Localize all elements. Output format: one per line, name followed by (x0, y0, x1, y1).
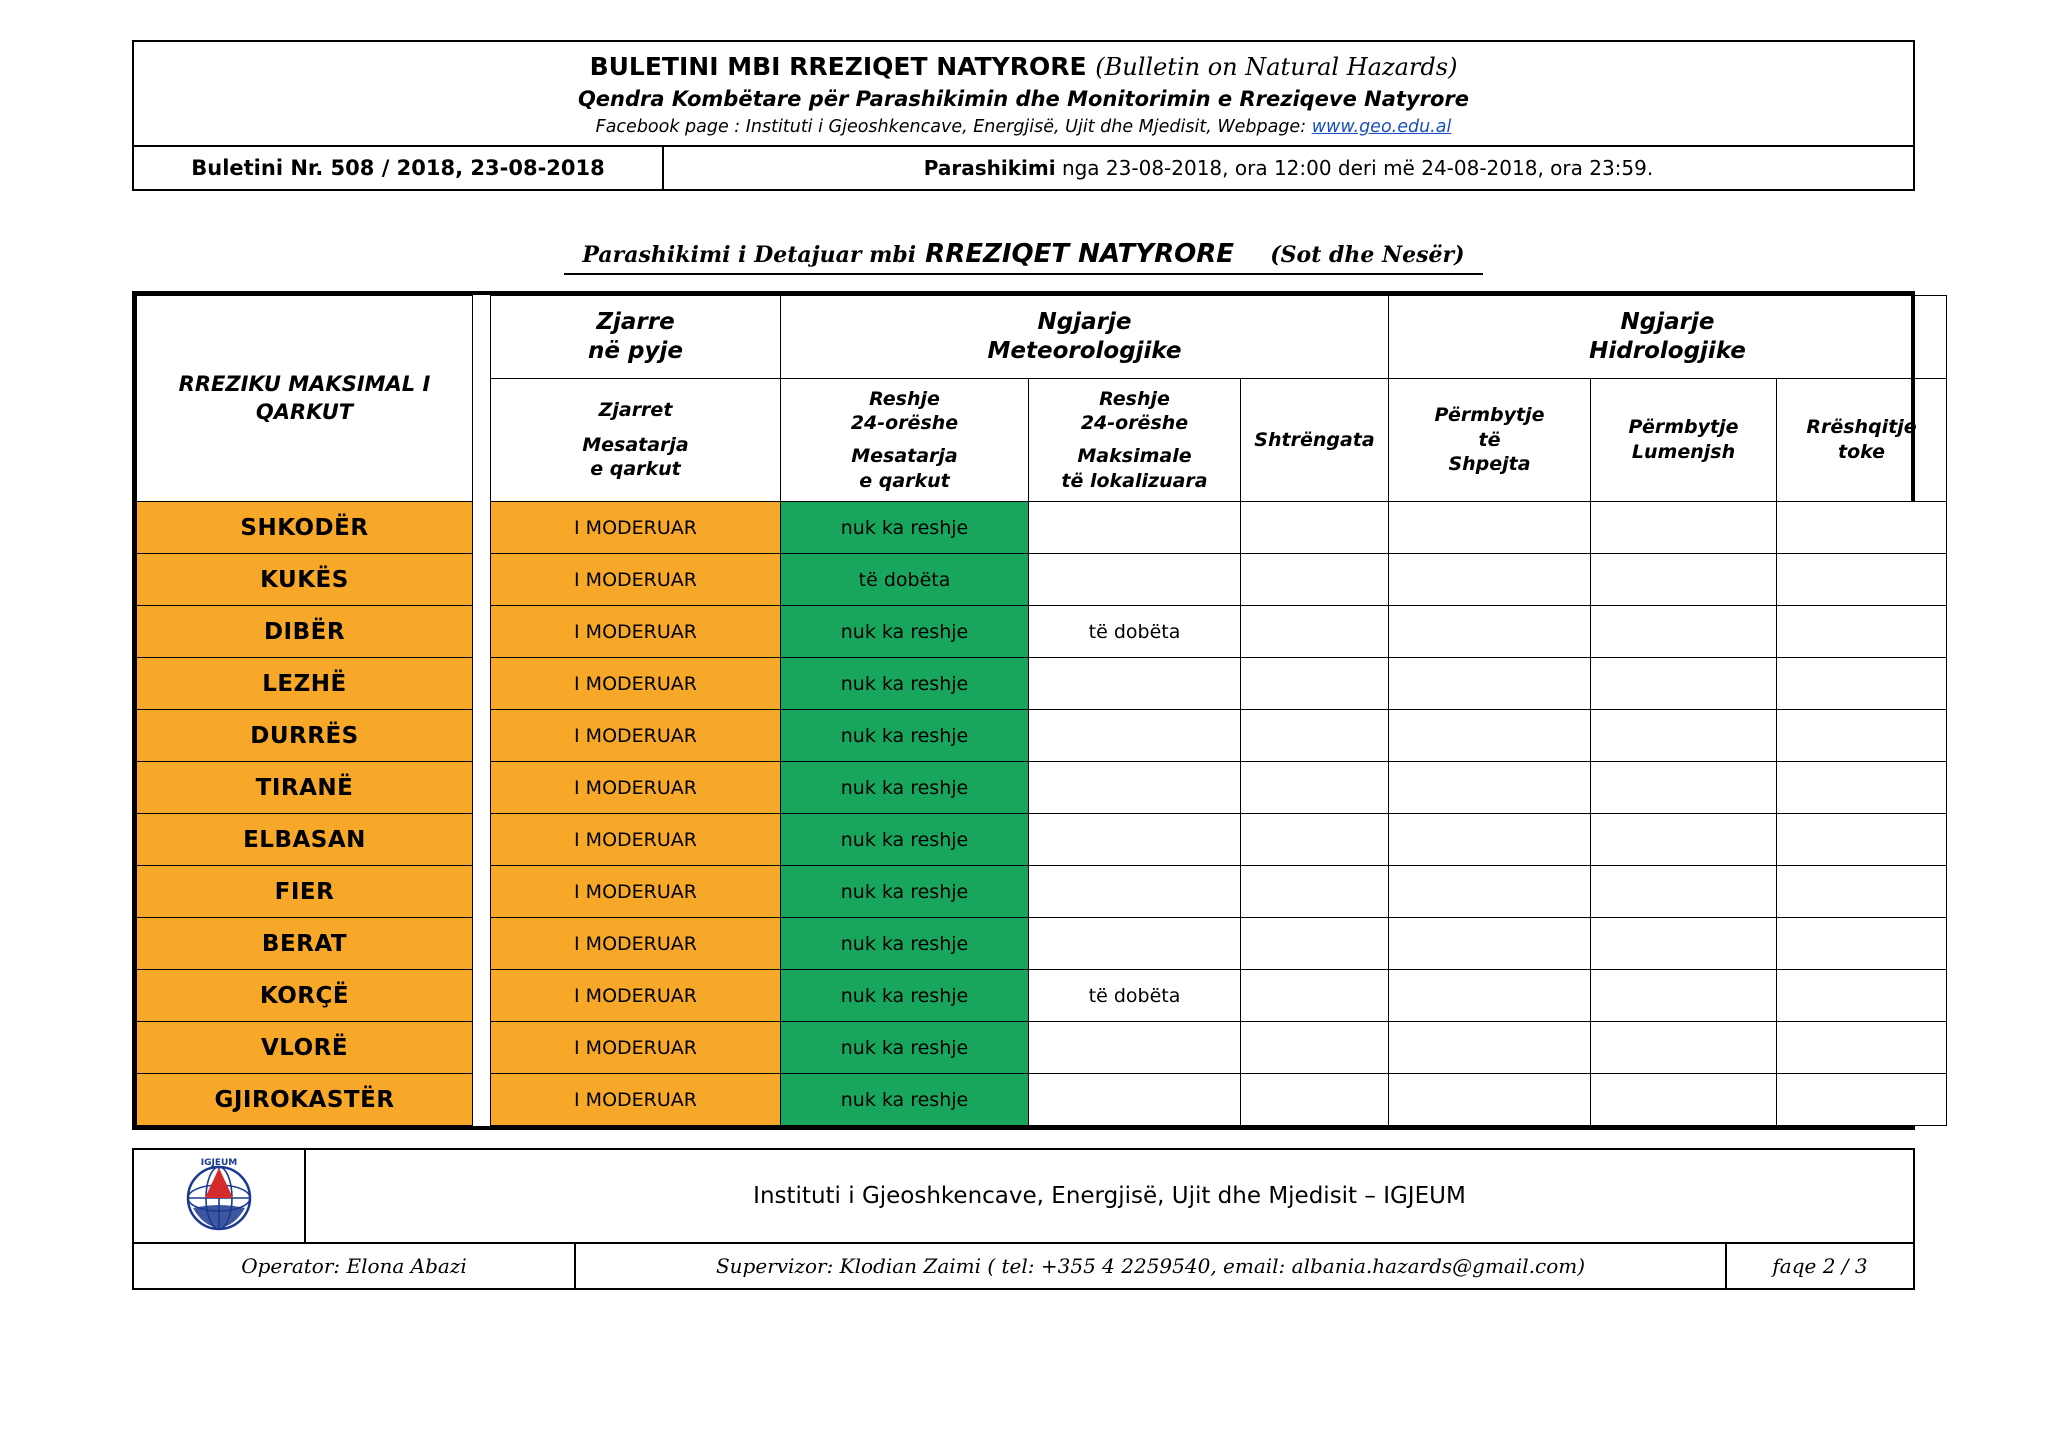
forecast-period (664, 147, 1913, 189)
cell-storm (1241, 1022, 1389, 1074)
header-subtitle: Qendra Kombëtare për Parashikimin dhe Monitorimin e Rreziqeve Natyrore (577, 87, 1470, 111)
header-group-meteo-line2: Meteorologjike (987, 337, 1182, 364)
table-row (137, 1022, 1947, 1074)
cell-rain-max (1029, 554, 1241, 606)
footer-top-row (134, 1150, 1913, 1244)
table-row (137, 658, 1947, 710)
cell-flash-flood (1389, 918, 1591, 970)
cell-rain-average: nuk ka reshje (781, 1074, 1029, 1126)
cell-flash-flood (1389, 1074, 1591, 1126)
cell-storm (1241, 918, 1389, 970)
cell-landslide (1777, 970, 1947, 1022)
cell-landslide (1777, 710, 1947, 762)
igjeum-logo-icon (165, 1156, 273, 1236)
cell-rain-average: nuk ka reshje (781, 918, 1029, 970)
header-facebook-line (142, 117, 1905, 137)
cell-storm (1241, 658, 1389, 710)
cell-rain-max (1029, 658, 1241, 710)
cell-region: KUKËS (137, 554, 473, 606)
header-col-rain-avg-l1: Reshje (869, 387, 940, 410)
cell-region: TIRANË (137, 762, 473, 814)
cell-rain-average: nuk ka reshje (781, 606, 1029, 658)
cell-region: VLORË (137, 1022, 473, 1074)
header-col-rain-max-l2: 24-orëshe (1080, 412, 1189, 435)
cell-fire-risk: I MODERUAR (491, 762, 781, 814)
header-group-hydro-line2: Hidrologjike (1589, 337, 1746, 364)
table-row (137, 970, 1947, 1022)
cell-flash-flood (1389, 554, 1591, 606)
section-title-part2: RREZIQET NATYRORE (925, 239, 1235, 269)
document-header (132, 40, 1915, 147)
cell-gap (473, 502, 491, 554)
cell-rain-average: nuk ka reshje (781, 1022, 1029, 1074)
cell-fire-risk: I MODERUAR (491, 814, 781, 866)
header-col-flash-flood-l1: Përmbytje (1434, 403, 1545, 426)
cell-fire-risk: I MODERUAR (491, 710, 781, 762)
cell-gap (473, 1022, 491, 1074)
cell-gap (473, 918, 491, 970)
cell-gap (473, 762, 491, 814)
cell-fire-risk: I MODERUAR (491, 866, 781, 918)
footer-institute: Instituti i Gjeoshkencave, Energjisë, Ujit dhe Mjedisit – IGJEUM (753, 1183, 1466, 1210)
cell-landslide (1777, 1022, 1947, 1074)
header-col-rain-max (1029, 378, 1241, 502)
cell-flash-flood (1389, 1022, 1591, 1074)
header-title-translation: (Bulletin on Natural Hazards) (1095, 53, 1458, 81)
cell-rain-max (1029, 762, 1241, 814)
section-title-part3: (Sot dhe Nesër) (1270, 242, 1465, 268)
hazard-table-wrapper (132, 291, 1915, 1130)
table-group-header-row (137, 296, 1947, 379)
header-col-rain-avg (781, 378, 1029, 502)
header-group-fires-line2: në pyje (588, 337, 683, 364)
cell-rain-average: nuk ka reshje (781, 970, 1029, 1022)
cell-landslide (1777, 762, 1947, 814)
spacer (1033, 436, 1236, 444)
cell-river-flood (1591, 710, 1777, 762)
header-title-line (142, 52, 1905, 82)
cell-storm (1241, 1074, 1389, 1126)
cell-gap (473, 1074, 491, 1126)
forecast-label: Parashikimi (923, 156, 1056, 180)
cell-fire-risk: I MODERUAR (491, 658, 781, 710)
cell-landslide (1777, 658, 1947, 710)
cell-rain-max (1029, 918, 1241, 970)
cell-flash-flood (1389, 606, 1591, 658)
cell-fire-risk: I MODERUAR (491, 502, 781, 554)
header-col-storm (1241, 378, 1389, 502)
header-col-fires-avg-l3: e qarkut (590, 458, 681, 481)
cell-storm (1241, 606, 1389, 658)
cell-region: SHKODËR (137, 502, 473, 554)
section-title-wrapper (132, 239, 1915, 275)
cell-rain-average: nuk ka reshje (781, 502, 1029, 554)
cell-landslide (1777, 814, 1947, 866)
header-group-meteo (781, 296, 1389, 379)
cell-region: ELBASAN (137, 814, 473, 866)
cell-region: GJIROKASTËR (137, 1074, 473, 1126)
header-col-river-flood (1591, 378, 1777, 502)
header-title-main: BULETINI MBI RREZIQET NATYRORE (589, 52, 1087, 81)
cell-gap (473, 814, 491, 866)
hazard-table (136, 295, 1947, 1126)
cell-rain-average: nuk ka reshje (781, 866, 1029, 918)
cell-region: BERAT (137, 918, 473, 970)
webpage-link[interactable]: www.geo.edu.al (1311, 117, 1452, 137)
cell-river-flood (1591, 502, 1777, 554)
cell-storm (1241, 502, 1389, 554)
cell-rain-max: të dobëta (1029, 970, 1241, 1022)
header-col-flash-flood-l3: Shpejta (1448, 453, 1531, 476)
cell-rain-average: nuk ka reshje (781, 658, 1029, 710)
cell-landslide (1777, 866, 1947, 918)
forecast-range: nga 23-08-2018, ora 12:00 deri më 24-08-2018, ora 23:59. (1061, 156, 1654, 180)
header-col-river-flood-l1: Përmbytje (1628, 416, 1739, 439)
cell-landslide (1777, 554, 1947, 606)
cell-region: FIER (137, 866, 473, 918)
cell-rain-average: të dobëta (781, 554, 1029, 606)
cell-flash-flood (1389, 502, 1591, 554)
table-row (137, 710, 1947, 762)
footer-logo-cell (134, 1150, 306, 1242)
cell-gap (473, 970, 491, 1022)
table-row (137, 814, 1947, 866)
table-row (137, 502, 1947, 554)
cell-fire-risk: I MODERUAR (491, 918, 781, 970)
cell-rain-max: të dobëta (1029, 606, 1241, 658)
header-col-rain-avg-l3: Mesatarja (851, 444, 958, 467)
header-col-flash-flood-l2: të (1478, 428, 1501, 451)
cell-fire-risk: I MODERUAR (491, 1074, 781, 1126)
logo-text: IGJEUM (200, 1158, 238, 1169)
cell-river-flood (1591, 918, 1777, 970)
cell-storm (1241, 710, 1389, 762)
cell-region: LEZHË (137, 658, 473, 710)
header-col-landslide-l2: toke (1838, 440, 1886, 463)
cell-river-flood (1591, 970, 1777, 1022)
cell-gap (473, 606, 491, 658)
cell-rain-average: nuk ka reshje (781, 762, 1029, 814)
cell-gap (473, 554, 491, 606)
footer-operator: Operator: Elona Abazi (134, 1244, 576, 1288)
cell-fire-risk: I MODERUAR (491, 970, 781, 1022)
header-col-fires-avg (491, 378, 781, 502)
header-group-meteo-line1: Ngjarje (1037, 309, 1132, 335)
cell-rain-max (1029, 1022, 1241, 1074)
cell-fire-risk: I MODERUAR (491, 606, 781, 658)
cell-region: DURRËS (137, 710, 473, 762)
cell-river-flood (1591, 1074, 1777, 1126)
cell-storm (1241, 866, 1389, 918)
bulletin-subheader (132, 147, 1915, 191)
header-col-river-flood-l2: Lumenjsh (1631, 440, 1736, 463)
footer-page-number: faqe 2 / 3 (1772, 1254, 1868, 1279)
spacer (785, 436, 1024, 444)
cell-flash-flood (1389, 866, 1591, 918)
table-row (137, 606, 1947, 658)
cell-flash-flood (1389, 814, 1591, 866)
table-row (137, 1074, 1947, 1126)
header-col-rain-avg-l4: e qarkut (859, 469, 950, 492)
cell-rain-average: nuk ka reshje (781, 814, 1029, 866)
header-region-column (137, 296, 473, 502)
section-title-part1: Parashikimi i Detajuar mbi (582, 242, 917, 268)
header-group-fires-line1: Zjarre (596, 309, 675, 335)
cell-region: KORÇË (137, 970, 473, 1022)
cell-storm (1241, 554, 1389, 606)
spacer (495, 423, 776, 433)
cell-landslide (1777, 606, 1947, 658)
header-col-storm-label: Shtrëngata (1254, 428, 1375, 451)
cell-river-flood (1591, 1022, 1777, 1074)
cell-fire-risk: I MODERUAR (491, 554, 781, 606)
header-facebook-text: Facebook page : Instituti i Gjeoshkencave, Energjisë, Ujit dhe Mjedisit, Webpage: (595, 117, 1307, 137)
cell-flash-flood (1389, 762, 1591, 814)
cell-flash-flood (1389, 658, 1591, 710)
table-row (137, 554, 1947, 606)
header-col-fires-avg-l2: Mesatarja (582, 433, 689, 456)
cell-landslide (1777, 1074, 1947, 1126)
table-gap-column (473, 296, 491, 502)
cell-storm (1241, 970, 1389, 1022)
header-group-fires (491, 296, 781, 379)
header-group-hydro (1389, 296, 1947, 379)
cell-rain-max (1029, 866, 1241, 918)
header-col-rain-max-l3: Maksimale (1077, 444, 1192, 467)
header-col-flash-flood (1389, 378, 1591, 502)
cell-storm (1241, 762, 1389, 814)
bulletin-number: Buletini Nr. 508 / 2018, 23-08-2018 (134, 147, 664, 189)
header-col-fires-avg-l1: Zjarret (598, 398, 673, 421)
cell-river-flood (1591, 606, 1777, 658)
cell-rain-max (1029, 502, 1241, 554)
header-col-landslide-l1: Rrëshqitje (1806, 416, 1917, 439)
cell-river-flood (1591, 658, 1777, 710)
cell-landslide (1777, 502, 1947, 554)
table-row (137, 918, 1947, 970)
table-header (137, 296, 1947, 502)
cell-river-flood (1591, 866, 1777, 918)
document-footer (132, 1148, 1915, 1290)
header-col-rain-max-l1: Reshje (1099, 387, 1170, 410)
cell-rain-average: nuk ka reshje (781, 710, 1029, 762)
header-col-landslide (1777, 378, 1947, 502)
table-row (137, 762, 1947, 814)
table-row (137, 866, 1947, 918)
cell-flash-flood (1389, 970, 1591, 1022)
header-col-rain-avg-l2: 24-orëshe (850, 412, 959, 435)
header-group-hydro-line1: Ngjarje (1620, 309, 1715, 335)
cell-landslide (1777, 918, 1947, 970)
cell-storm (1241, 814, 1389, 866)
cell-fire-risk: I MODERUAR (491, 1022, 781, 1074)
cell-rain-max (1029, 710, 1241, 762)
cell-gap (473, 710, 491, 762)
cell-region: DIBËR (137, 606, 473, 658)
footer-bottom-row (134, 1244, 1913, 1288)
header-region-label: RREZIKU MAKSIMAL I QARKUT (178, 372, 431, 424)
table-body (137, 502, 1947, 1126)
cell-gap (473, 658, 491, 710)
cell-river-flood (1591, 762, 1777, 814)
cell-gap (473, 866, 491, 918)
cell-rain-max (1029, 814, 1241, 866)
cell-rain-max (1029, 1074, 1241, 1126)
footer-supervisor: Supervizor: Klodian Zaimi ( tel: +355 4 2259540, email: albania.hazards@gmail.com) (576, 1244, 1727, 1288)
section-title (564, 239, 1482, 275)
cell-river-flood (1591, 814, 1777, 866)
cell-river-flood (1591, 554, 1777, 606)
header-col-rain-max-l4: të lokalizuara (1061, 469, 1208, 492)
cell-flash-flood (1389, 710, 1591, 762)
